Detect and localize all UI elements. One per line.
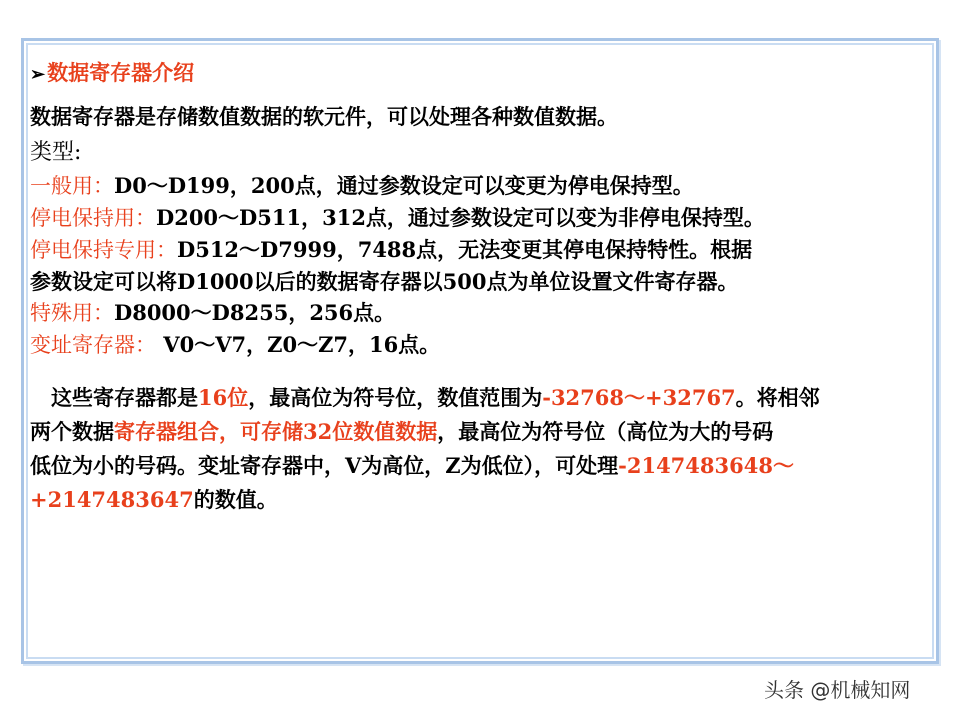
para-text: 这些寄存器都是 <box>30 385 198 410</box>
type-label: 变址寄存器： <box>30 333 156 357</box>
para-text: 的数值。 <box>193 487 278 512</box>
arrow-bullet-icon: ➢ <box>30 64 46 85</box>
type-desc: V0～V7，Z0～Z7，16点。 <box>156 332 441 357</box>
para-text: ，最高位为符号位（高位为大的号码 <box>437 419 774 444</box>
type-label: 停电保持用： <box>30 206 156 230</box>
type-desc: 参数设定可以将D1000以后的数据寄存器以500点为单位设置文件寄存器。 <box>30 269 739 294</box>
type-desc: D8000～D8255，256点。 <box>114 300 396 325</box>
para-line-4 <box>30 483 960 517</box>
para-line-2 <box>30 415 960 449</box>
slide-content <box>30 56 960 517</box>
para-text: ，最高位为符号位，数值范围为 <box>248 385 543 410</box>
types-label: 类型: <box>30 140 82 165</box>
para-highlight: +2147483647 <box>30 487 194 512</box>
para-highlight: -32768～+32767 <box>542 385 736 410</box>
para-line-1 <box>30 381 960 415</box>
type-label: 停电保持专用： <box>30 238 177 262</box>
type-latched <box>30 202 960 234</box>
intro-text: 数据寄存器是存储数值数据的软元件，可以处理各种数值数据。 <box>30 104 618 129</box>
type-desc: D512～D7999，7488点，无法变更其停电保持特性。根据 <box>177 237 753 262</box>
para-text: 。将相邻 <box>735 385 820 410</box>
heading-text: 数据寄存器介绍 <box>47 60 195 85</box>
type-desc: D200～D511，312点，通过参数设定可以变为非停电保持型。 <box>156 205 765 230</box>
type-label: 一般用： <box>30 174 114 198</box>
type-special <box>30 297 960 329</box>
type-index <box>30 329 960 361</box>
type-label: 特殊用： <box>30 301 114 325</box>
para-highlight: 16位 <box>198 385 249 410</box>
para-highlight: -2147483648～ <box>618 453 794 478</box>
watermark: 头条 @机械知网 <box>764 678 911 702</box>
section-heading <box>30 56 960 90</box>
para-text: 低位为小的号码。变址寄存器中，V为高位，Z为低位），可处理 <box>30 453 619 478</box>
type-latched-dedicated-cont <box>30 266 960 297</box>
type-general <box>30 170 960 202</box>
para-highlight: 寄存器组合，可存储32位数值数据 <box>114 419 438 444</box>
para-line-3 <box>30 449 960 483</box>
para-text: 两个数据 <box>30 419 114 444</box>
description-paragraph <box>30 381 960 517</box>
type-desc: D0～D199，200点，通过参数设定可以变更为停电保持型。 <box>114 173 694 198</box>
type-latched-dedicated <box>30 234 960 266</box>
